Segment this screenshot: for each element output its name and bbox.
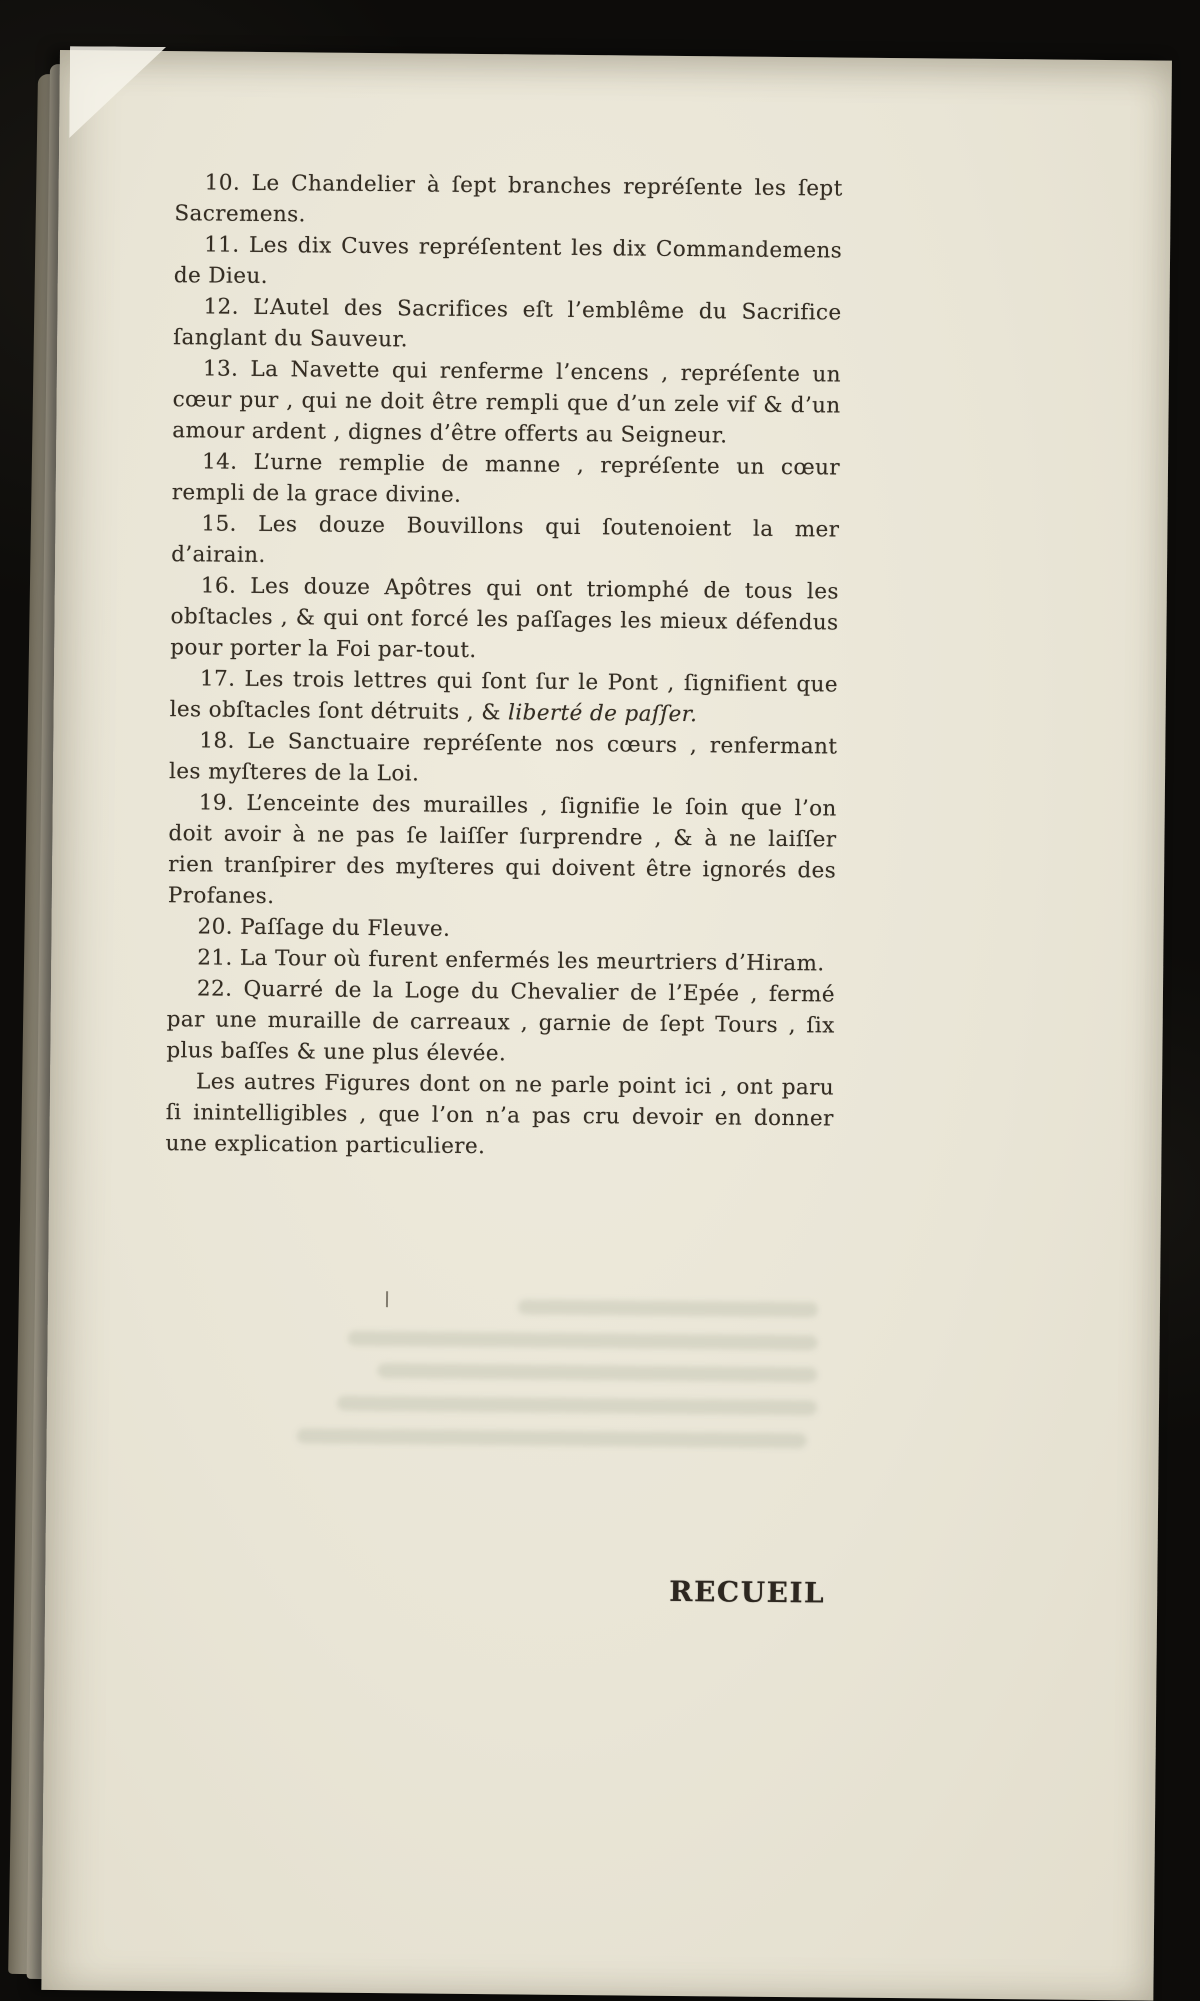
catchword: RECUEIL xyxy=(669,1574,826,1610)
paragraph-item-17-text: 17. Les trois lettres qui ſont ſur le Pont , ſignifient que les obſtacles ſont détruits , & xyxy=(169,666,839,726)
paragraph-item-16: 16. Les douze Apôtres qui ont triomphé de tous les obſtacles , & qui ont forcé les paſſages les mieux défendus pour porter la Foi par-tout. xyxy=(170,573,839,664)
page-corner-fold xyxy=(69,46,166,139)
paragraph-item-18: 18. Le Sanctuaire repréſente nos cœurs , renfermant les myſteres de la Loi. xyxy=(168,728,838,787)
paragraph-item-10: 10. Le Chandelier à ſept branches repréſente les ſept Sacremens. xyxy=(174,170,843,228)
paragraph-item-20: 20. Paſſage du Fleuve. xyxy=(197,914,451,942)
paragraph-item-14: 14. L’urne remplie de manne , repréſente un cœur rempli de la grace divine. xyxy=(171,449,841,508)
page-text xyxy=(161,167,843,1608)
book-page xyxy=(41,50,1172,2001)
paragraph-closing-note: Les autres Figures dont on ne parle point ici , ont paru ſi inintelligibles , que l’on n’a pas cru devoir en donner une explication particuliere. xyxy=(165,1069,835,1160)
paragraph-item-21: 21. La Tour où furent enfermés les meurtriers d’Hiram. xyxy=(197,945,825,977)
paragraph-item-13: 13. La Navette qui renferme l’encens , repréſente un cœur pur , qui ne doit être rempli que d’un zele vif & d’un amour ardent , dignes d’être offerts au Seigneur. xyxy=(172,356,842,449)
paragraph-item-17-italic: liberté de paſſer. xyxy=(507,700,698,728)
paragraph-item-17 xyxy=(170,663,839,731)
paragraph-item-19: 19. L’enceinte des murailles , ſignifie le ſoin que l’on doit avoir à ne pas ſe laiſſer ſurprendre , & à ne laiſſer rien tranſpirer des myſteres qui doivent être ignorés des Profanes. xyxy=(167,790,837,910)
paragraph-item-11: 11. Les dix Cuves repréſentent les dix Commandemens de Dieu. xyxy=(173,232,843,290)
paragraph-item-12: 12. L’Autel des Sacrifices eſt l’emblême du Sacrifice ſanglant du Sauveur. xyxy=(173,294,842,353)
paragraph-item-15: 15. Les douze Bouvillons qui ſoutenoient la mer d’airain. xyxy=(171,511,840,568)
paragraph-item-22: 22. Quarré de la Loge du Chevalier de l’Epée , fermé par une muraille de carreaux , garnie de ſept Tours , ſix plus baſſes & une plus élevée. xyxy=(166,976,836,1067)
